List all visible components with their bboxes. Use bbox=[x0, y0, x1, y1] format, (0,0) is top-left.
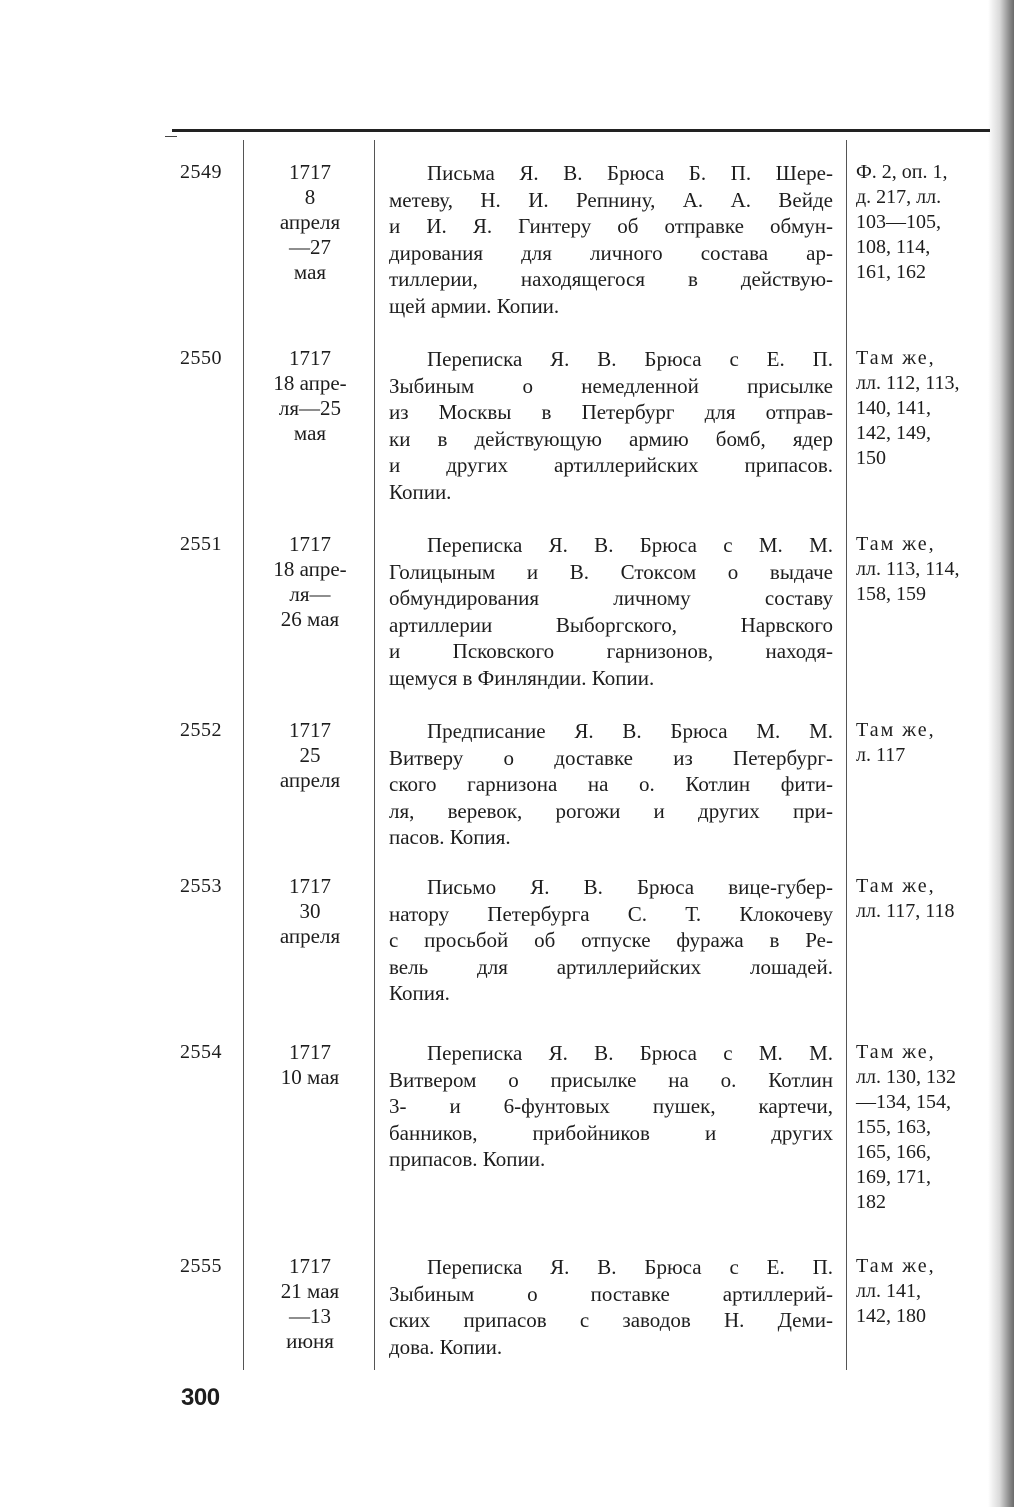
table-top-rule bbox=[172, 129, 990, 132]
entry-archive-reference: Там же, л. 117 bbox=[856, 719, 936, 766]
entry-number: 2549 bbox=[180, 161, 222, 183]
entry-date: 1717 30 апреля bbox=[279, 874, 341, 948]
column-divider-date bbox=[243, 140, 244, 1370]
entry-archive-reference: Там же, лл. 130, 132 —134, 154, 155, 163, 165, 166, 169, 171, 182 bbox=[856, 1041, 956, 1213]
entry-number: 2551 bbox=[180, 533, 222, 555]
entry-description: Переписка Я. В. Брюса с Е. П. Зыбиным о немедленной присылке из Москвы в Петербург для отправ- ки в действующую армию бомб, ядер и других артиллерийских припасов. Копии. bbox=[389, 347, 833, 504]
entry-number: 2552 bbox=[180, 719, 222, 741]
entry-description: Предписание Я. В. Брюса М. М. Витверу о доставке из Петербург- ского гарнизона на о. Котлин фити- ля, веревок, рогожи и других при- пасов. Копия. bbox=[389, 719, 833, 849]
entry-archive-reference: Там же, лл. 141, 142, 180 bbox=[856, 1255, 936, 1327]
entry-archive-reference: Ф. 2, оп. 1, д. 217, лл. 103—105, 108, 114, 161, 162 bbox=[856, 161, 948, 283]
entry-archive-reference: Там же, лл. 112, 113, 140, 141, 142, 149, 150 bbox=[856, 347, 960, 469]
column-divider-reference bbox=[846, 140, 847, 1370]
entry-number: 2554 bbox=[180, 1041, 222, 1063]
entry-description: Переписка Я. В. Брюса с М. М. Витвером о присылке на о. Котлин 3- и 6-фунтовых пушек, картечи, банников, прибойников и других припасов. Копии. bbox=[389, 1041, 833, 1171]
entry-date: 1717 8 апреля —27 мая bbox=[279, 160, 341, 284]
entry-description: Письмо Я. В. Брюса вице-губер- натору Петербурга С. Т. Клокочеву с просьбой об отпуске фуража в Ре- вель для артиллерийских лошадей. Копия. bbox=[389, 875, 833, 1005]
entry-number: 2555 bbox=[180, 1255, 222, 1277]
entry-date: 1717 21 мая —13 июня bbox=[280, 1254, 340, 1353]
entry-number: 2550 bbox=[180, 347, 222, 369]
entry-description: Переписка Я. В. Брюса с Е. П. Зыбиным о поставке артиллерий- ских припасов с заводов Н. Деми- дова. Копии. bbox=[389, 1255, 833, 1359]
column-divider-description bbox=[374, 140, 375, 1370]
entry-number: 2553 bbox=[180, 875, 222, 897]
table-top-rule-stub bbox=[165, 136, 177, 137]
entry-date: 1717 18 апре- ля—25 мая bbox=[273, 346, 347, 445]
entry-archive-reference: Там же, лл. 117, 118 bbox=[856, 875, 955, 922]
entry-date: 1717 18 апре- ля— 26 мая bbox=[273, 532, 347, 631]
entry-date: 1717 25 апреля bbox=[279, 718, 341, 792]
entry-description: Переписка Я. В. Брюса с М. М. Голицыным и В. Стоксом о выдаче обмундирования личному составу артиллерии Выборгского, Нарвского и Псковского гарнизонов, находя- щемуся в Финляндии. Копии. bbox=[389, 533, 833, 690]
page-number: 300 bbox=[181, 1384, 220, 1411]
entry-date: 1717 10 мая bbox=[280, 1040, 340, 1089]
entry-archive-reference: Там же, лл. 113, 114, 158, 159 bbox=[856, 533, 960, 605]
entry-description: Письма Я. В. Брюса Б. П. Шере- метеву, Н. И. Репнину, А. А. Вейде и И. Я. Гинтеру об отправке обмун- дирования для личного состава ар- тиллерии, находящегося в действую- щей армии. Копии. bbox=[389, 161, 833, 318]
